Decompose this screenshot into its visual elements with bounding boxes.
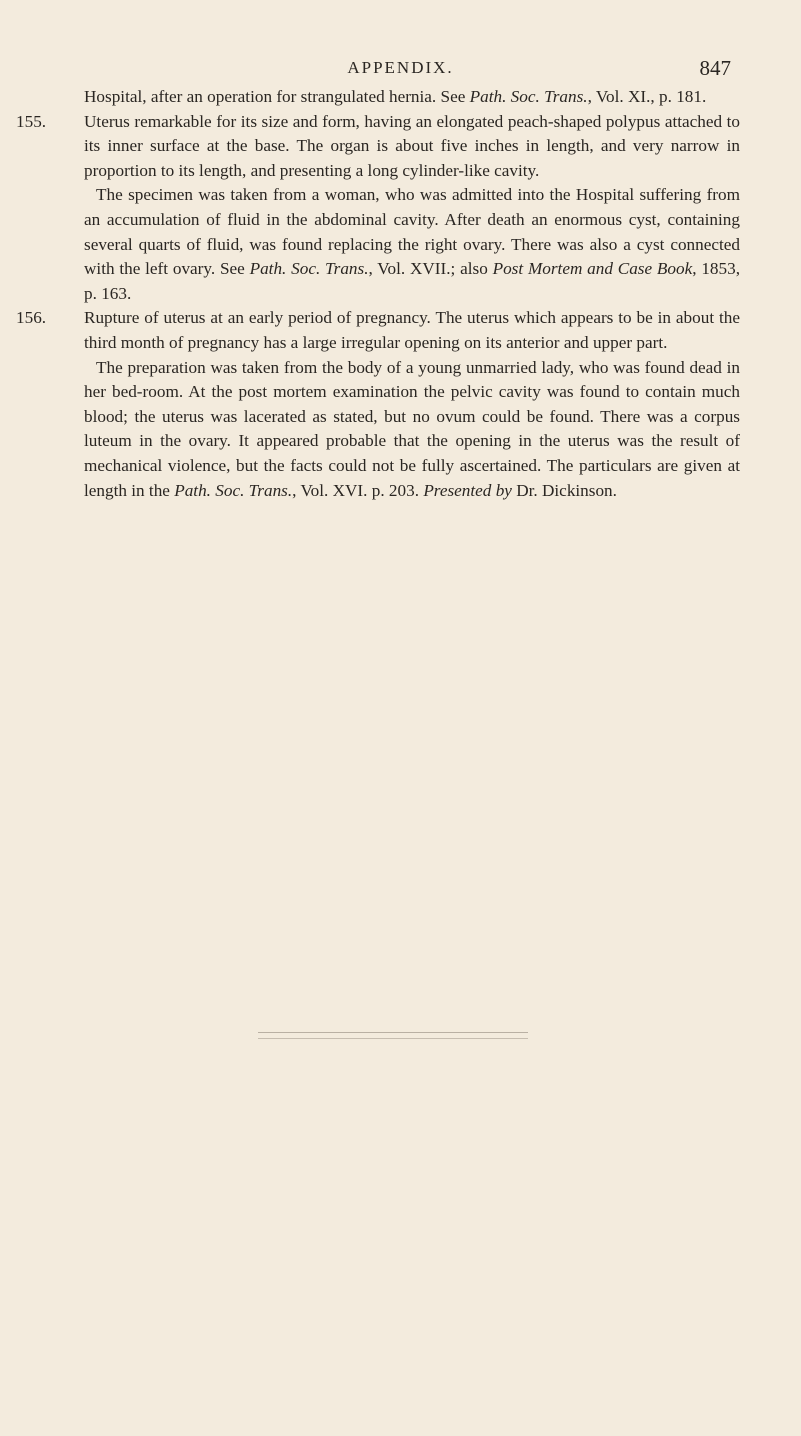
intro-citation: , Vol. XI., p. 181. <box>587 87 707 106</box>
running-head: APPENDIX. <box>347 58 454 77</box>
citation-text: , Vol. XVI. p. 203. <box>292 480 424 500</box>
history-text: The preparation was taken from the body of a young unmarried lady, who was found dead in her bed-room. At the post mortem examination the pelvic cavity was found to contain much blood; the uterus was lacerated as stated, but no ovum could be found. There was a corpus luteum in the ovary. It appeared probable that the opening in the uterus was the result of mechanical violence, but the facts could not be fully ascertained. The particulars are given at length in the <box>84 357 740 500</box>
page-body <box>16 85 740 503</box>
intro-text: Hospital, after an operation for strangulated hernia. See <box>84 87 470 106</box>
journal-reference: Path. Soc. Trans. <box>249 259 369 279</box>
entry-description: Uterus remarkable for its size and form, having an elongated peach-shaped polypus attached to its inner surface at the base. The organ is about five inches in length, and very narrow in proportion to its length, and presenting a long cylinder-like cavity. <box>84 111 740 180</box>
history-text: The specimen was taken from a woman, who was admitted into the Hospital suffering from an accumulation of fluid in the abdominal cavity. After death an enormous cyst, containing several quarts of fluid, was found replacing the right ovary. There was also a cyst connected with the left ovary. See <box>84 185 740 279</box>
citation-text: , 1853, p. 163. <box>84 259 740 303</box>
journal-reference: Path. Soc. Trans. <box>174 480 293 500</box>
entry-history <box>84 183 740 306</box>
catalogue-entry-156 <box>16 306 740 503</box>
donor-name: Dr. Dickinson. <box>511 480 617 500</box>
catalogue-entry-155 <box>16 110 740 307</box>
entry-number: 156. <box>16 308 47 328</box>
entry-history <box>84 356 740 504</box>
entry-number: 155. <box>16 111 47 131</box>
page-number: 847 <box>699 56 731 80</box>
section-rule <box>258 1038 528 1039</box>
casebook-reference: Post Mortem and Case Book <box>492 259 693 279</box>
section-rule <box>258 1032 528 1033</box>
journal-reference: Path. Soc. Trans. <box>469 87 588 106</box>
entry-description: Rupture of uterus at an early period of pregnancy. The uterus which appears to be in about the third month of pregnancy has a large irregular opening on its anterior and upper part. <box>84 308 740 352</box>
presented-by: Presented by <box>423 480 512 500</box>
citation-text: , Vol. XVII.; also <box>368 259 493 279</box>
continuation-paragraph <box>84 85 740 110</box>
